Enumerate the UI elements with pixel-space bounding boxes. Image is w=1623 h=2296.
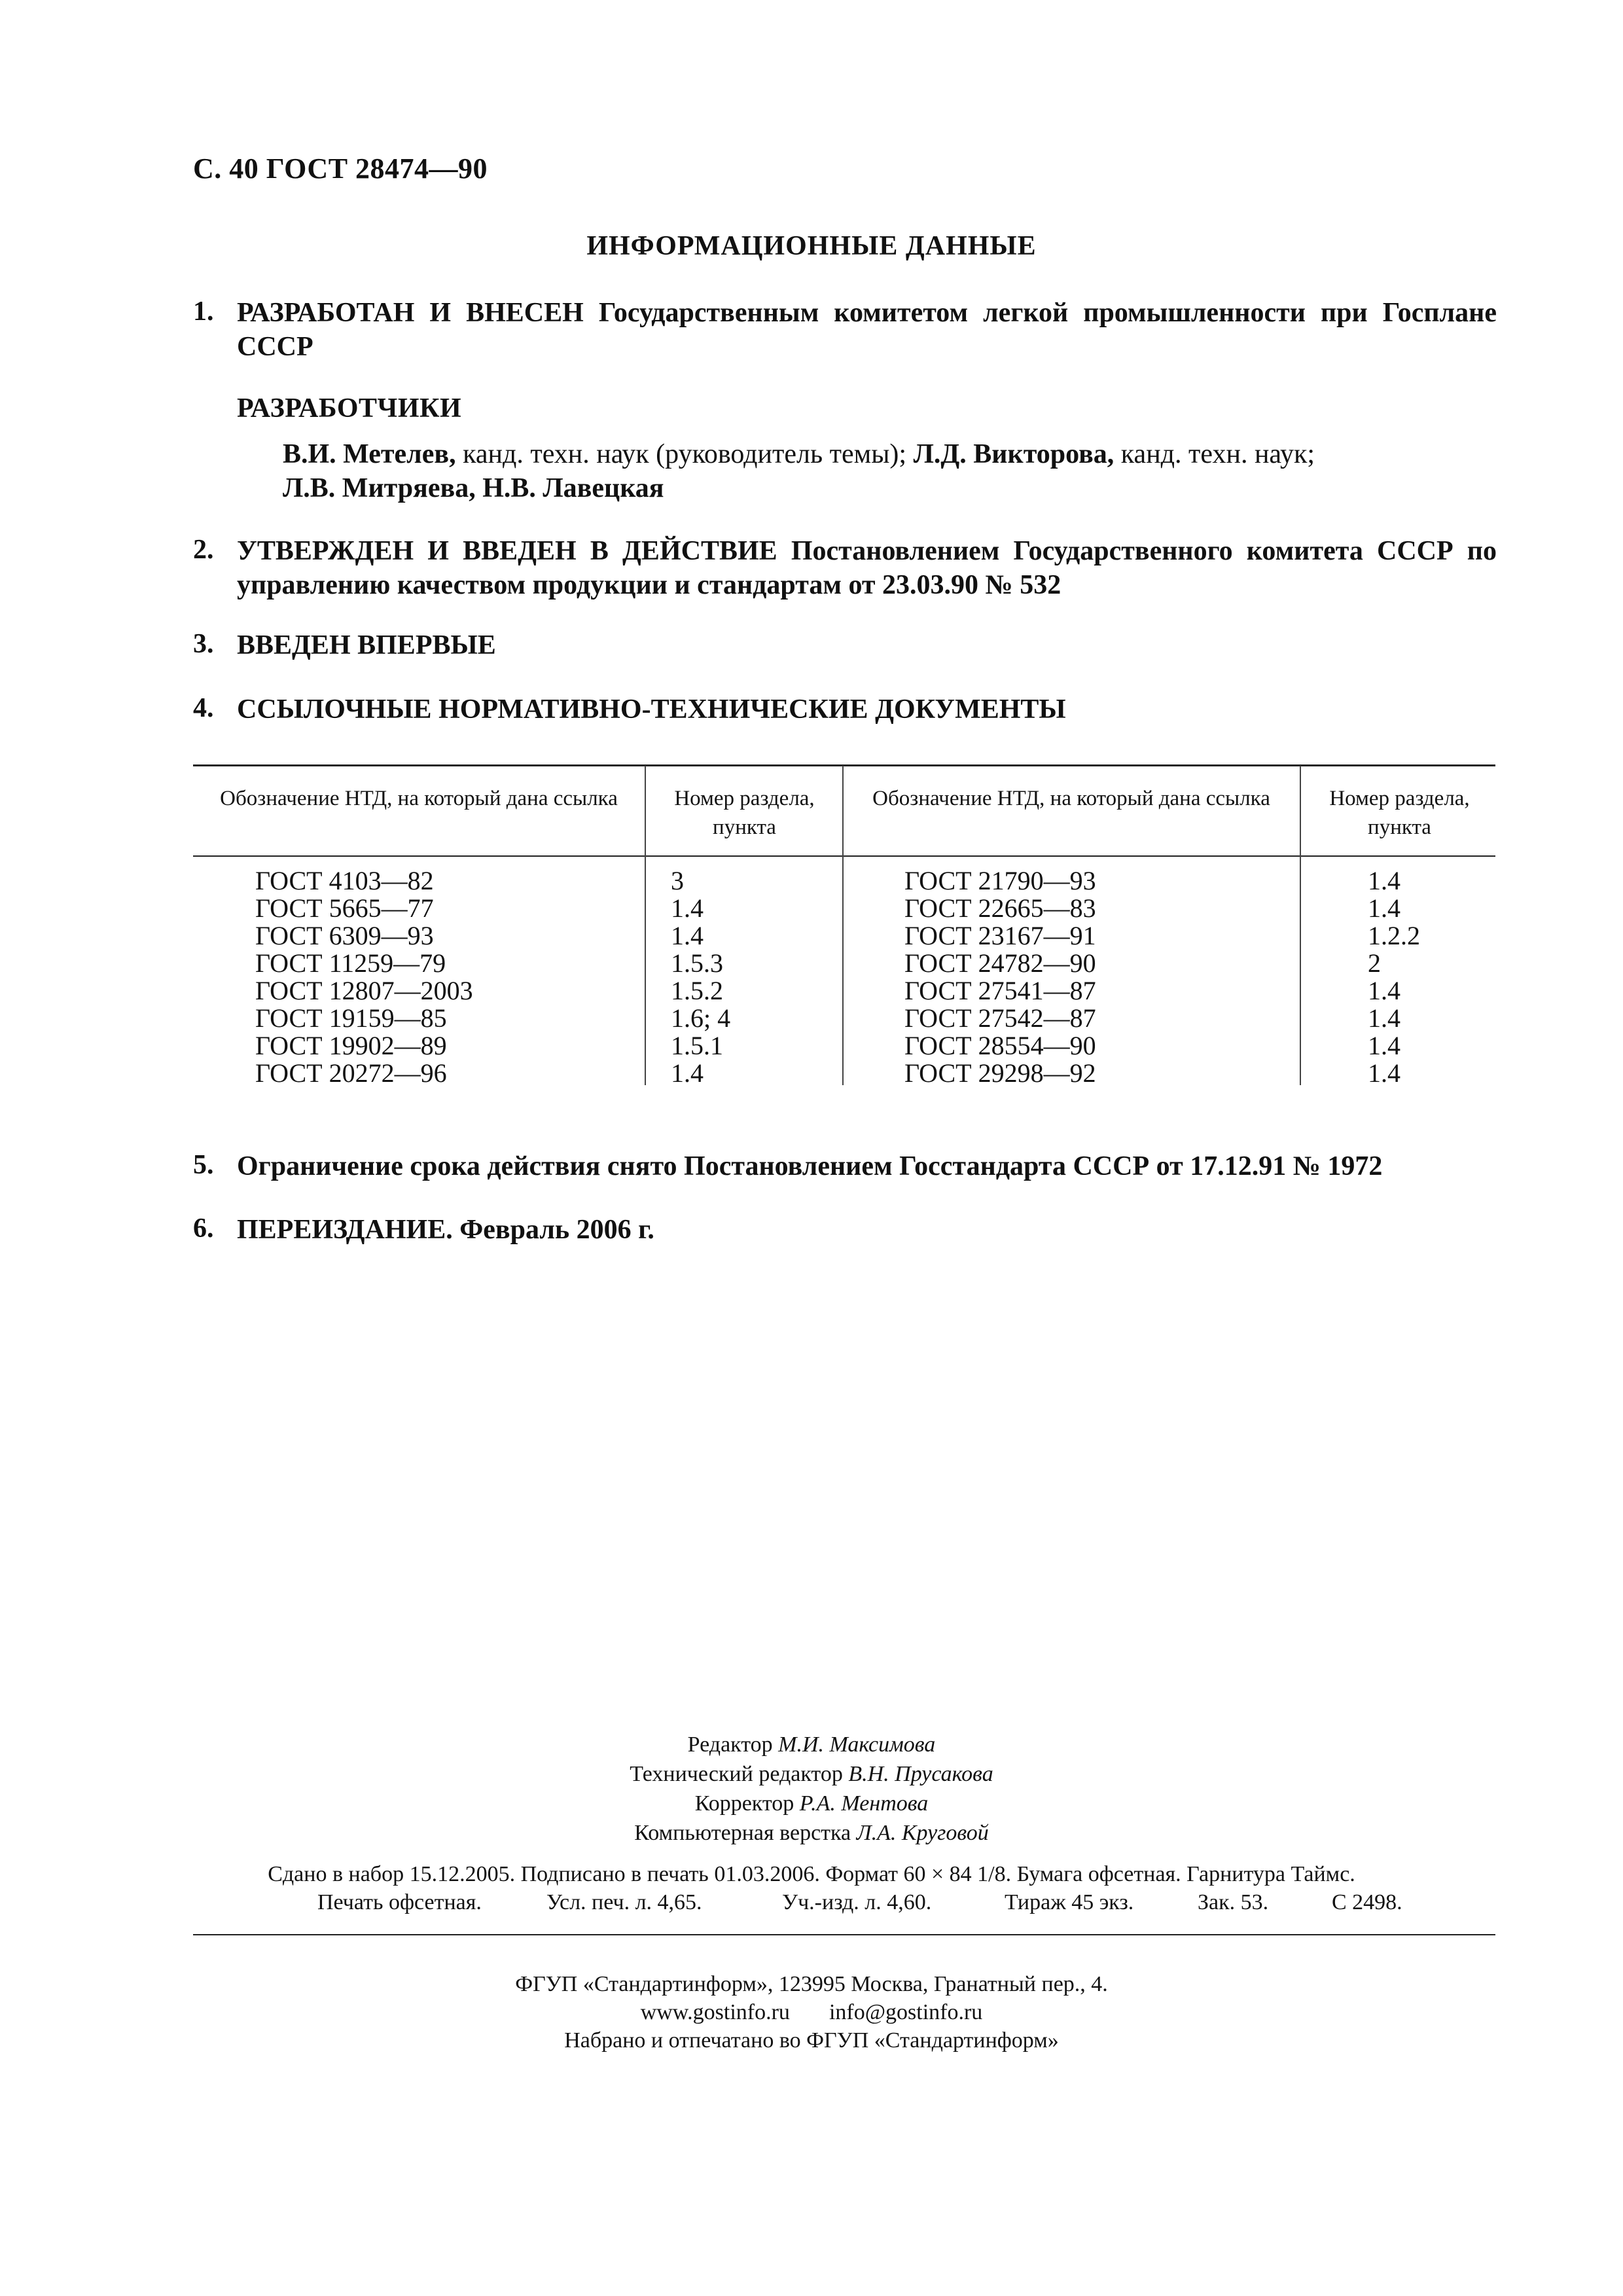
developer-role: канд. техн. наук (руководитель темы); — [463, 439, 907, 469]
item-2-bold: УТВЕРЖДЕН И ВВЕДЕН В ДЕЙСТВИЕ — [237, 536, 777, 566]
table-cell-document: ГОСТ 27542—87 — [904, 1003, 1096, 1033]
credit-name: М.И. Максимова — [778, 1732, 936, 1757]
credit-name: Л.А. Круговой — [856, 1821, 989, 1845]
table-cell-section: 1.5.3 — [671, 948, 723, 978]
credit-line — [0, 1759, 1623, 1789]
developer-name: Л.В. Митряева, Н.В. Лавецкая — [283, 473, 664, 503]
table-cell-document: ГОСТ 19902—89 — [255, 1031, 447, 1060]
developer-name: Л.Д. Викторова, — [913, 439, 1115, 469]
publisher-footer — [0, 1970, 1623, 2054]
developers-list — [283, 437, 1497, 505]
print-info-item: Тираж 45 экз. — [1005, 1890, 1134, 1914]
publisher-contacts — [0, 1998, 1623, 2026]
table-divider — [1300, 766, 1301, 1085]
item-5-text: Ограничение срока действия снято Постановлением Госстандарта СССР от 17.12.91 № 1972 — [237, 1151, 1383, 1181]
credits-block — [0, 1730, 1623, 1848]
table-cell-section: 1.4 — [671, 921, 704, 950]
table-cell-document: ГОСТ 4103—82 — [255, 866, 434, 895]
table-cell-document: ГОСТ 28554—90 — [904, 1031, 1096, 1060]
publisher-site[interactable]: www.gostinfo.ru — [640, 2000, 790, 2024]
table-cell-document: ГОСТ 22665—83 — [904, 893, 1096, 923]
credit-line — [0, 1818, 1623, 1848]
item-1-text: Государственным комитетом легкой промышленности при Госплане СССР — [237, 298, 1497, 362]
publisher-note: Набрано и отпечатано во ФГУП «Стандартинформ» — [564, 2028, 1059, 2053]
table-cell-section: 2 — [1368, 948, 1381, 978]
table-header-cell: Обозначение НТД, на который дана ссылка — [220, 787, 618, 810]
table-cell-section: 1.5.2 — [671, 976, 723, 1005]
table-cell-document: ГОСТ 29298—92 — [904, 1058, 1096, 1088]
credit-line — [0, 1789, 1623, 1818]
credit-line — [0, 1730, 1623, 1759]
credit-role: Технический редактор — [630, 1762, 843, 1786]
item-4-number: 4. — [193, 693, 214, 723]
table-cell-section: 1.4 — [1368, 1031, 1400, 1060]
item-5-number: 5. — [193, 1150, 214, 1180]
credit-role: Компьютерная верстка — [634, 1821, 851, 1845]
print-info-line-1: Сдано в набор 15.12.2005. Подписано в печать 01.03.2006. Формат 60 × 84 1/8. Бумага офсетная. Гарнитура Таймс. — [268, 1862, 1355, 1886]
table-cell-document: ГОСТ 20272—96 — [255, 1058, 447, 1088]
credit-name: Р.А. Ментова — [799, 1791, 929, 1816]
item-2-text: Постановлением Государственного комитета СССР по управлению качеством продукции и стандартам от 23.03.90 № 532 — [237, 536, 1497, 600]
table-cell-document: ГОСТ 19159—85 — [255, 1003, 447, 1033]
table-divider — [842, 766, 844, 1085]
item-1-number: 1. — [193, 296, 214, 327]
item-3-number: 3. — [193, 629, 214, 659]
table-cell-document: ГОСТ 12807—2003 — [255, 976, 473, 1005]
table-cell-document: ГОСТ 21790—93 — [904, 866, 1096, 895]
table-cell-document: ГОСТ 5665—77 — [255, 893, 434, 923]
table-cell-section: 1.6; 4 — [671, 1003, 731, 1033]
print-info-item: С 2498. — [1332, 1890, 1402, 1914]
item-6-text: ПЕРЕИЗДАНИЕ. Февраль 2006 г. — [237, 1215, 654, 1245]
item-3-text: ВВЕДЕН ВПЕРВЫЕ — [237, 630, 496, 660]
credit-role: Редактор — [687, 1732, 773, 1757]
table-cell-section: 1.4 — [1368, 1003, 1400, 1033]
table-cell-document: ГОСТ 27541—87 — [904, 976, 1096, 1005]
print-info-item: Печать офсетная. — [317, 1890, 482, 1914]
table-header-cell: Номер раздела, пункта — [1329, 787, 1470, 839]
table-cell-document: ГОСТ 23167—91 — [904, 921, 1096, 950]
table-cell-section: 1.4 — [1368, 866, 1400, 895]
developers-heading: РАЗРАБОТЧИКИ — [237, 393, 462, 423]
publisher-address: ФГУП «Стандартинформ», 123995 Москва, Гранатный пер., 4. — [515, 1972, 1108, 1996]
table-cell-section: 1.2.2 — [1368, 921, 1420, 950]
item-2-number: 2. — [193, 535, 214, 565]
item-4-text: ССЫЛОЧНЫЕ НОРМАТИВНО-ТЕХНИЧЕСКИЕ ДОКУМЕНТЫ — [237, 694, 1066, 725]
table-header-cell: Номер раздела, пункта — [674, 787, 815, 839]
print-info-item: Усл. печ. л. 4,65. — [546, 1890, 702, 1914]
developer-role: канд. техн. наук; — [1120, 439, 1315, 469]
table-cell-document: ГОСТ 24782—90 — [904, 948, 1096, 978]
table-cell-section: 1.4 — [1368, 893, 1400, 923]
table-cell-section: 3 — [671, 866, 684, 895]
table-cell-document: ГОСТ 6309—93 — [255, 921, 434, 950]
item-2 — [237, 534, 1497, 602]
item-6-number: 6. — [193, 1213, 214, 1244]
table-cell-section: 1.4 — [1368, 1058, 1400, 1088]
table-cell-document: ГОСТ 11259—79 — [255, 948, 446, 978]
table-header-cell: Обозначение НТД, на который дана ссылка — [872, 787, 1270, 810]
item-1 — [237, 296, 1497, 364]
credit-role: Корректор — [694, 1791, 794, 1816]
item-1-bold: РАЗРАБОТАН И ВНЕСЕН — [237, 298, 584, 328]
publisher-email[interactable]: info@gostinfo.ru — [829, 2000, 983, 2024]
table-divider — [645, 766, 646, 1085]
print-info-item: Зак. 53. — [1198, 1890, 1269, 1914]
print-info-item: Уч.-изд. л. 4,60. — [782, 1890, 932, 1914]
developer-name: В.И. Метелев, — [283, 439, 456, 469]
table-cell-section: 1.4 — [1368, 976, 1400, 1005]
table-cell-section: 1.4 — [671, 893, 704, 923]
section-title: ИНФОРМАЦИОННЫЕ ДАННЫЕ — [586, 231, 1037, 261]
footer-rule — [193, 1934, 1495, 1935]
table-cell-section: 1.5.1 — [671, 1031, 723, 1060]
page-header: С. 40 ГОСТ 28474—90 — [193, 152, 488, 185]
credit-name: В.Н. Прусакова — [848, 1762, 993, 1786]
table-cell-section: 1.4 — [671, 1058, 704, 1088]
